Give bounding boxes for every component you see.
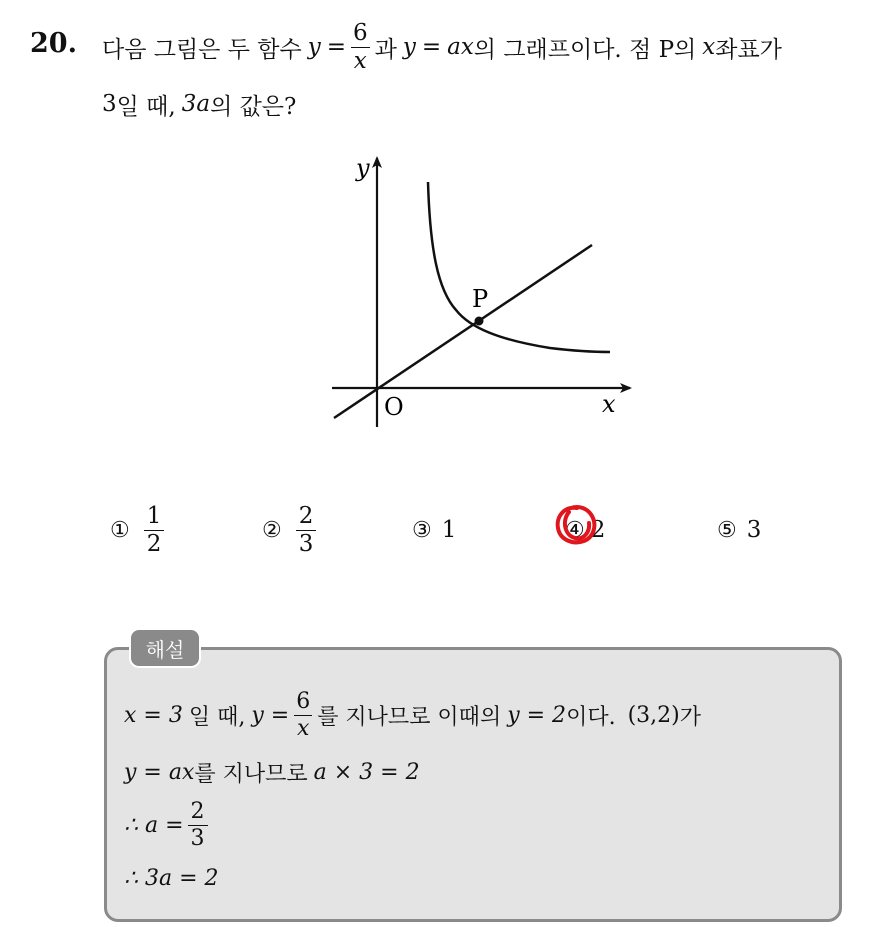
question-text: 일 때, [116, 93, 176, 120]
question-text: 좌표가 [715, 36, 782, 63]
choice-fraction [296, 502, 317, 557]
choice-number: ③ [412, 517, 432, 543]
solution-line-4 [124, 860, 219, 896]
question-text: 다음 그림은 두 함수 [102, 36, 302, 63]
choice-fraction [144, 502, 165, 557]
choice-value: 3 [746, 517, 762, 543]
frac-denominator: x [351, 47, 370, 73]
number-3: 3 [102, 91, 117, 117]
math-expr: a × 3 = 2 [313, 759, 420, 785]
frac-denominator: x [294, 715, 312, 740]
question-line-1 [102, 10, 782, 84]
fraction-6-over-x [293, 688, 313, 741]
point-p [475, 317, 484, 326]
choice-4[interactable] [565, 500, 605, 560]
function-graph [320, 150, 640, 435]
var-ax: ax [447, 34, 474, 60]
math-expr: y = [251, 702, 290, 728]
point-p-label: P [472, 285, 489, 313]
frac-denominator: 2 [144, 530, 165, 556]
math-expr: ∴ 3a = 2 [124, 865, 219, 891]
origin-label: O [384, 393, 404, 421]
equals-sign: = [421, 34, 442, 60]
var-y: y [307, 34, 321, 60]
hyperbola-curve [428, 182, 610, 352]
math-expr: (3,2) [627, 702, 680, 728]
solution-line-1 [124, 680, 701, 750]
y-axis-label: y [356, 154, 370, 182]
question-text: 과 [374, 36, 397, 63]
fraction-6-over-x [350, 19, 371, 74]
x-axis-label: x [602, 390, 616, 418]
question-number: 20. [30, 28, 77, 59]
question-line-2 [102, 84, 296, 124]
solution-tag: 해설 [129, 628, 201, 668]
solution-text: 이다. [566, 704, 616, 730]
var-y: y [402, 34, 416, 60]
choice-number: ④ [565, 517, 585, 543]
choice-1[interactable] [110, 500, 168, 560]
solution-text: 가 [679, 704, 701, 730]
solution-text: 를 지나므로 이때의 [317, 704, 502, 730]
frac-numerator: 6 [296, 688, 311, 714]
line-y-ax [334, 245, 592, 418]
solution-text: 를 지나므로 [194, 761, 308, 787]
solution-line-2 [124, 754, 420, 790]
math-expr: y = ax [124, 759, 195, 785]
frac-denominator: 3 [296, 530, 317, 556]
choice-5[interactable] [717, 500, 761, 560]
math-expr: x = 3 [124, 702, 183, 728]
choice-number: ② [262, 517, 282, 543]
solution-line-3 [124, 794, 212, 856]
frac-numerator: 6 [352, 19, 368, 46]
choice-value: 1 [441, 517, 457, 543]
frac-denominator: 3 [188, 825, 208, 850]
frac-numerator: 1 [146, 502, 162, 529]
math-expr: ∴ a = [124, 812, 184, 838]
solution-text: 일 때, [188, 704, 246, 730]
fraction-2-over-3 [188, 798, 208, 851]
choice-2[interactable] [262, 500, 320, 560]
frac-numerator: 2 [298, 502, 314, 529]
question-text: 의 값은? [210, 93, 297, 120]
frac-numerator: 2 [190, 798, 205, 824]
equals-sign: = [326, 34, 346, 60]
choice-number: ① [110, 517, 130, 543]
var-3a: 3a [181, 91, 211, 117]
choice-value: 2 [590, 517, 606, 543]
math-expr: y = 2 [507, 702, 567, 728]
question-text: 의 그래프이다. 점 P의 [473, 36, 697, 63]
var-x: x [702, 34, 716, 60]
choice-number: ⑤ [717, 517, 737, 543]
choice-3[interactable] [412, 500, 456, 560]
